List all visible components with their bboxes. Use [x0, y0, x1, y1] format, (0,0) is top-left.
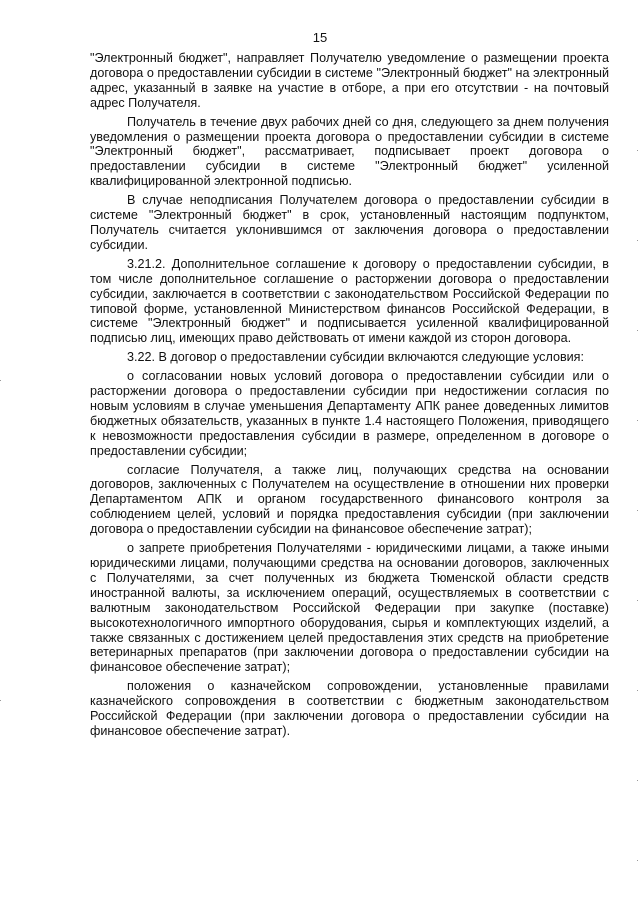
paragraph-3-21-2: 3.21.2. Дополнительное соглашение к договору о предоставлении субсидии, в том числе дополнительное соглашение о расторжении договора о предоставлении субсидии, заключается в соответствии с законодательством Российской Федерации по типовой форме, установленной Министерством финансов Российской Федерации, в системе "Электронный бюджет" и подписывается усиленной квалифицированной подписью лиц, имеющих право действовать от имени каждой из сторон договора. — [90, 256, 609, 346]
scan-left-marks — [0, 0, 2, 905]
condition-item-consent: согласие Получателя, а также лиц, получающих средства на основании договоров, заключенных с Получателем на осуществление в отношении них проверки Департаментом АПК и органом государственного финансового контроля за соблюдением целей, условий и порядка предоставления субсидии (при заключении договора о предоставлении субсидии на финансовое обеспечение затрат); — [90, 462, 609, 537]
paragraph-recipient-signing: Получатель в течение двух рабочих дней со дня, следующего за днем получения уведомления о размещении проекта договора о предоставлении субсидии в системе "Электронный бюджет", рассматривает, подписывает проект договора о предоставлении субсидии в системе "Электронный бюджет" усиленной квалифицированной электронной подписью. — [90, 114, 609, 189]
paragraph-3-22: 3.22. В договор о предоставлении субсидии включаются следующие условия: — [127, 350, 584, 365]
page-number: 15 — [312, 30, 328, 45]
condition-item-new-terms: о согласовании новых условий договора о предоставлении субсидии или о расторжении договора о предоставлении субсидии при недостижении согласия по новым условиям в случае уменьшения Департаменту АПК ранее доведенных лимитов бюджетных обязательств, указанных в пункте 1.4 настоящего Положения, приводящего к невозможности предоставления субсидии в размере, определенном в договоре о предоставлении субсидии; — [90, 369, 609, 458]
document-body — [90, 51, 609, 739]
paragraph-continuation: "Электронный бюджет", направляет Получателю уведомление о размещении проекта договора о предоставлении субсидии в системе "Электронный бюджет" на электронный адрес, указанный в заявке на участие в отборе, а при его отсутствии - на почтовый адрес Получателя. — [90, 51, 609, 110]
condition-item-currency-ban: о запрете приобретения Получателями - юридическими лицами, а также иными юридическими лицами, получающими средства на основании договоров, заключенных с Получателями, за счет полученных из бюджета Тюменской области средств иностранной валюты, за исключением операций, осуществляемых в соответствии с валютным законодательством Российской Федерации при закупке (поставке) высокотехнологичного импортного оборудования, сырья и комплектующих изделий, а также связанных с достижением целей предоставления этих средств на приобретение ветеринарных препаратов (при заключении договора о предоставлении субсидии на финансовое обеспечение затрат); — [90, 541, 609, 675]
condition-item-treasury-support: положения о казначейском сопровождении, установленные правилами казначейского сопровождения в соответствии с бюджетным законодательством Российской Федерации (при заключении договора о предоставлении субсидии на финансовое обеспечение затрат). — [90, 679, 609, 738]
scan-edge-marks — [636, 0, 638, 905]
paragraph-non-signing: В случае неподписания Получателем договора о предоставлении субсидии в системе "Электронный бюджет" в срок, установленный настоящим подпунктом, Получатель считается уклонившимся от заключения договора о предоставлении субсидии. — [90, 193, 609, 252]
